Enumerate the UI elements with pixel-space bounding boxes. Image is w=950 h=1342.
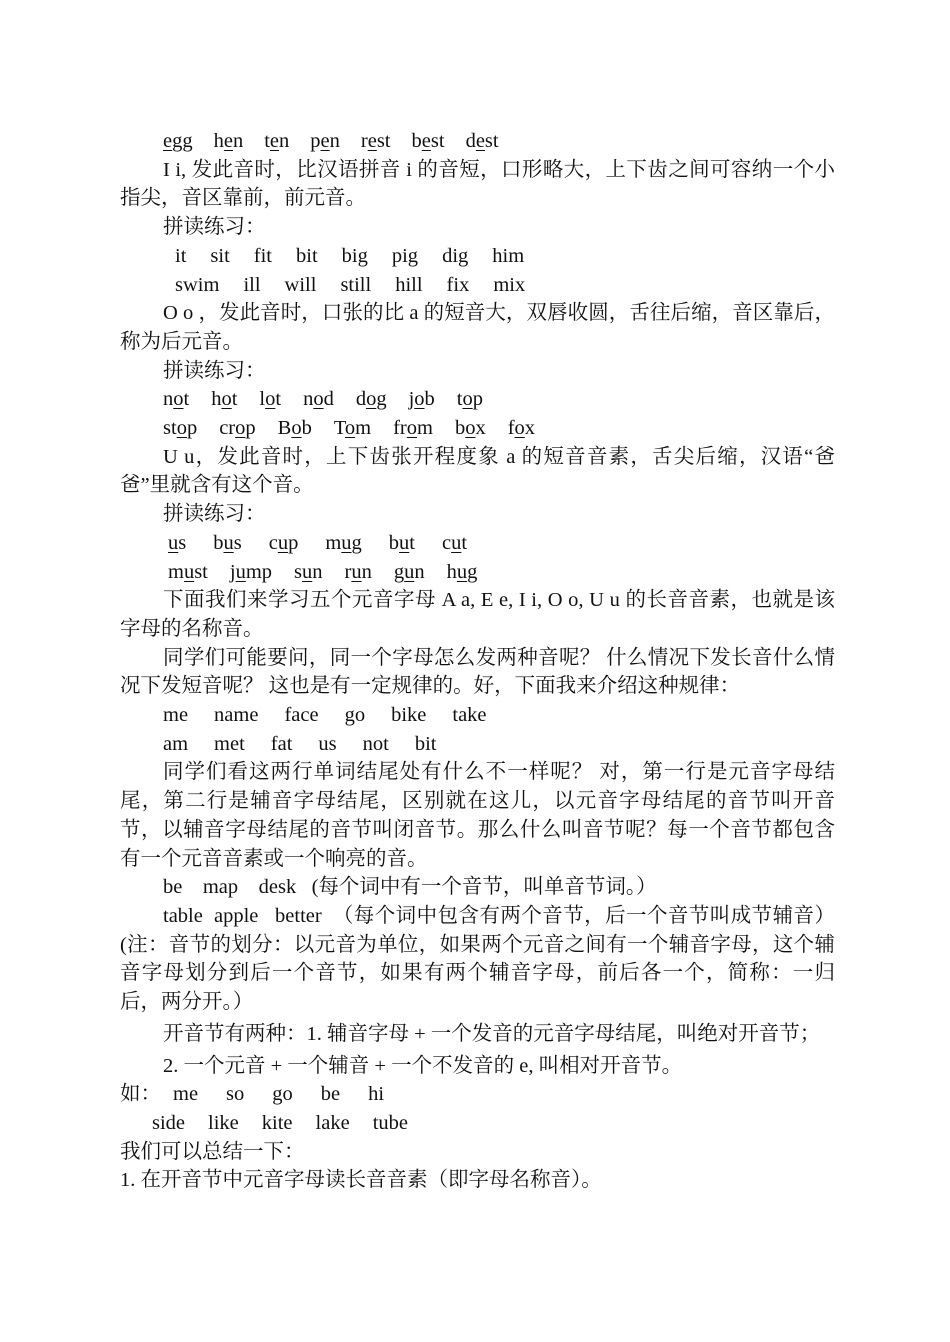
u-practice-row-2 (120, 558, 835, 587)
practice-word: fox (507, 417, 536, 440)
practice-word: us (318, 732, 337, 755)
practice-label: 拼读练习： (163, 216, 266, 239)
practice-word: stop (163, 417, 198, 440)
example-label: 如： (120, 1083, 161, 1106)
practice-word: top (456, 388, 483, 411)
practice-word: not (163, 388, 190, 411)
practice-word: hill (395, 273, 423, 296)
practice-word: but (388, 531, 415, 554)
practice-word: take (452, 704, 487, 727)
open-syllable-words (120, 701, 835, 730)
practice-word: sit (210, 244, 230, 267)
practice-word: fat (270, 732, 293, 755)
practice-word: name (214, 704, 259, 727)
practice-word: bus (213, 531, 242, 554)
practice-label: 拼读练习： (163, 503, 266, 526)
practice-word: face (284, 704, 319, 727)
practice-word: it (175, 244, 187, 267)
i-practice-row-2 (120, 271, 835, 300)
practice-word: fit (253, 244, 272, 267)
practice-word: go (344, 704, 366, 727)
practice-word: pig (391, 244, 419, 267)
practice-word: box (454, 417, 486, 440)
rule-question-paragraph: 同学们可能要问，同一个字母怎么发两种音呢？ 什么情况下发长音什么情况下发短音呢？ 这也是有一定规律的。好，下面我来介绍这种规律： (120, 646, 835, 698)
practice-word: will (284, 273, 317, 296)
practice-word: bike (391, 704, 427, 727)
practice-word: egg (163, 130, 193, 152)
practice-word: kite (261, 1111, 293, 1134)
practice-word: mix (493, 273, 526, 296)
practice-word: not (362, 732, 389, 755)
syllable-explanation: 同学们看这两行单词结尾处有什么不一样呢？ 对，第一行是元音字母结尾，第二行是辅音字母结尾，区别就在这儿，以元音字母结尾的音节叫开音节，以辅音字母结尾的音节叫闭音节。那么什么叫音节呢？每一个音节都包含有一个元音音素或一个响亮的音。 (120, 761, 835, 870)
practice-word: dog (355, 388, 387, 411)
practice-word: hot (211, 388, 238, 411)
practice-word: bit (296, 244, 318, 267)
practice-word: me (173, 1083, 199, 1106)
practice-word: bit (414, 732, 437, 755)
practice-word: hi (368, 1083, 385, 1106)
open-syllable-type-2: 2. 一个元音 + 一个辅音 + 一个不发音的 e, 叫相对开音节。 (163, 1054, 683, 1077)
practice-word: so (226, 1083, 245, 1106)
practice-word: go (272, 1083, 293, 1106)
e-practice-row (120, 127, 835, 156)
summary-point-1: 1. 在开音节中元音字母读长音音素（即字母名称音）。 (120, 1169, 602, 1192)
practice-word: lot (259, 388, 282, 411)
summary-intro: 我们可以总结一下： (120, 1140, 305, 1163)
practice-word: gun (393, 560, 425, 583)
practice-word: cup (268, 531, 299, 554)
practice-word: nod (303, 388, 334, 411)
practice-word: ten (264, 130, 290, 152)
practice-word: hen (213, 130, 244, 152)
practice-word: mug (325, 531, 362, 554)
o-practice-row-1 (120, 385, 835, 414)
practice-word: big (341, 244, 368, 267)
practice-word: job (408, 388, 435, 411)
long-vowel-intro: 下面我们来学习五个元音字母 A a, E e, I i, O o, U u 的长音音素，也就是该字母的名称音。 (120, 589, 835, 640)
u-intro-paragraph: U u，发此音时，上下齿张开程度象 a 的短音音素，舌尖后缩，汉语“爸爸”里就含有这个音。 (120, 445, 835, 497)
o-intro-paragraph: O o ，发此音时，口张的比 a 的短音大，双唇收圆，舌往后缩，音区靠后，称为后元音。 (120, 302, 835, 353)
practice-word: side (152, 1111, 186, 1134)
practice-word: lake (315, 1111, 350, 1134)
practice-word: fix (446, 273, 470, 296)
disyllable-paragraph: table apple better （每个词中包含有两个音节，后一个音节叫成节辅音）(注：音节的划分：以元音为单位，如果两个元音之间有一个辅音字母，这个辅音字母划分到后一个音节，如果有两个辅音字母，前后各一个，简称：一归后，两分开。） (120, 904, 835, 1014)
practice-word: jump (229, 560, 273, 583)
closed-syllable-words (120, 730, 835, 759)
practice-word: still (340, 273, 372, 296)
practice-word: Bob (277, 417, 312, 440)
monosyllable-line: be map desk (每个词中有一个音节，叫单音节词。） (163, 876, 657, 899)
practice-word: swim (175, 273, 220, 296)
practice-word: us (168, 531, 187, 554)
practice-word: met (214, 732, 245, 755)
u-practice-row-1 (120, 529, 835, 558)
practice-word: be (320, 1083, 341, 1106)
example-row-2 (120, 1109, 835, 1138)
practice-word: dig (442, 244, 469, 267)
practice-word: pen (310, 130, 340, 152)
practice-word: must (168, 560, 208, 583)
practice-word: from (393, 417, 433, 440)
practice-label: 拼读练习： (163, 359, 266, 382)
practice-word: sun (294, 560, 323, 583)
practice-word: like (208, 1111, 239, 1134)
practice-word: run (344, 560, 372, 583)
i-practice-row-1 (120, 242, 835, 271)
practice-word: hug (446, 560, 478, 583)
practice-word: crop (219, 417, 256, 440)
practice-word: Tom (333, 417, 372, 440)
practice-word: rest (360, 130, 391, 152)
practice-word: cut (441, 531, 468, 554)
i-intro-paragraph: I i, 发此音时，比汉语拼音 i 的音短，口形略大，上下齿之间可容纳一个小指尖，音区靠前，前元音。 (120, 158, 835, 210)
practice-word: tube (372, 1111, 408, 1134)
practice-word: best (411, 130, 445, 152)
practice-word: him (492, 244, 525, 267)
example-row-1 (120, 1080, 835, 1109)
o-practice-row-2 (120, 414, 835, 443)
practice-word: dest (465, 130, 499, 152)
practice-word: am (163, 732, 189, 755)
practice-word: ill (243, 273, 261, 296)
practice-word: me (163, 704, 189, 727)
open-syllable-types: 开音节有两种：1. 辅音字母 + 一个发音的元音字母结尾，叫绝对开音节； (163, 1022, 821, 1045)
document-body (120, 127, 835, 1195)
